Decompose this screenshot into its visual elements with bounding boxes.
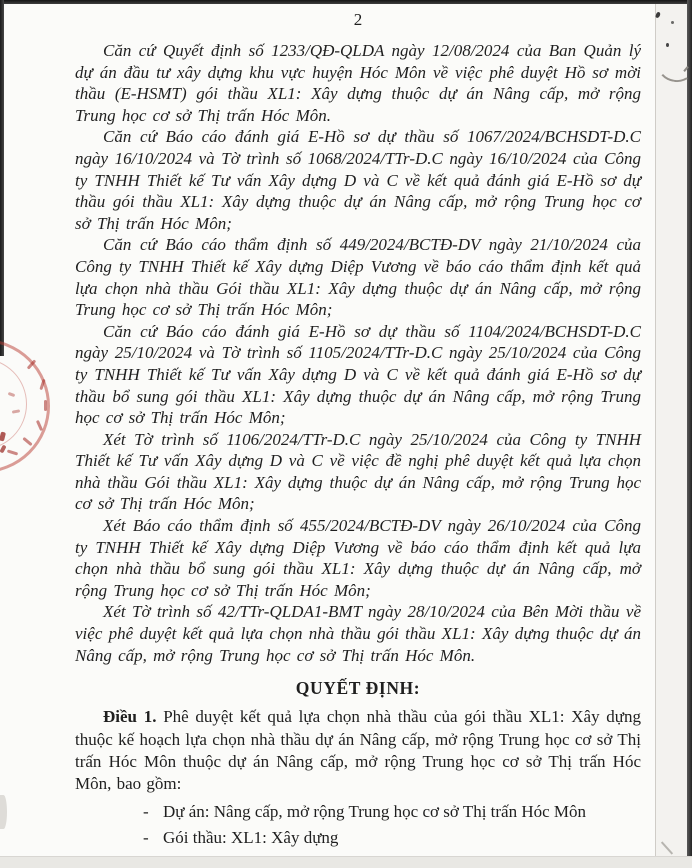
article-1-label: Điều 1. [103,707,157,727]
scan-border-right [687,0,692,867]
recital-paragraph-3: Căn cứ Báo cáo thẩm định số 449/2024/BCTĐ-DV ngày 21/10/2024 của Công ty TNHH Thiết kế Xây dựng Diệp Vương về báo cáo thẩm định kết quả lựa chọn nhà thầu Gói thầu XL1: Xây dựng thuộc dự án Nâng cấp, mở rộng Trung học cơ sở Thị trấn Hóc Môn; [75,235,641,320]
list-item-marker: - [143,827,149,847]
scan-smudge [0,795,7,829]
article-1-text: Phê duyệt kết quả lựa chọn nhà thầu của gói thầu XL1: Xây dựng thuộc kế hoạch lựa chọn nhà thầu dự án Nâng cấp, mở rộng Trung học cơ sở Thị trấn Hóc Môn thuộc dự án Nâng cấp, mở rộng Trung học cơ sở Thị trấn Hóc Môn, bao gồm: [75,707,642,794]
list-item-marker: - [143,802,149,822]
document-page [75,10,641,850]
decision-heading: QUYẾT ĐỊNH: [295,678,421,699]
recital-paragraph-5: Xét Tờ trình số 1106/2024/TTr-D.C ngày 25/10/2024 của Công ty TNHH Thiết kế Tư vấn Xây dựng D và C về việc đề nghị phê duyệt kết quả lựa chọn nhà thầu Gói thầu XL1: Xây dựng thuộc dự án Nâng cấp, mở rộng Trung học cơ sở Thị trấn Hóc Môn; [75,429,641,514]
page-number: 2 [353,10,363,29]
recital-paragraph-4: Căn cứ Báo cáo đánh giá E-Hồ sơ dự thầu số 1104/2024/BCHSDT-D.C ngày 25/10/2024 và Tờ trình số 1105/2024/TTr-D.C ngày 25/10/2024 của Công ty TNHH Thiết kế Tư vấn Xây dựng D và C về kết quả đánh giá E-Hồ sơ dự thầu bổ sung gói thầu XL1: Xây dựng thuộc dự án Nâng cấp, mở rộng Trung học cơ sở Thị trấn Hóc Môn; [75,321,641,428]
scanner-background-band [656,4,687,867]
scan-border-bottom [0,856,692,868]
scan-border-top [0,0,692,4]
seal-text-fragment [44,400,47,411]
scan-border-left [0,0,4,356]
article-1-paragraph [75,706,641,795]
recital-paragraph-2: Căn cứ Báo cáo đánh giá E-Hồ sơ dự thầu số 1067/2024/BCHSDT-D.C ngày 16/10/2024 và Tờ trình số 1068/2024/TTr-D.C ngày 16/10/2024 của Công ty TNHH Thiết kế Tư vấn Xây dựng D và C về kết quả đánh giá E-Hồ sơ dự thầu gói thầu XL1: Xây dựng thuộc dự án Nâng cấp, mở rộng Trung học cơ sở Thị trấn Hóc Môn; [75,127,641,233]
list-item-text: Dự án: Nâng cấp, mở rộng Trung học cơ sở Thị trấn Hóc Môn [163,802,587,822]
project-list [75,799,641,850]
recital-paragraph-1: Căn cứ Quyết định số 1233/QĐ-QLDA ngày 12/08/2024 của Ban Quản lý dự án đầu tư xây dựng khu vực huyện Hóc Môn về việc phê duyệt Hồ sơ mời thầu (E-HSMT) gói thầu XL1: Xây dựng thuộc dự án Nâng cấp, mở rộng Trung học cơ sở Thị trấn Hóc Môn. [75,41,641,125]
page-edge-line [655,4,656,867]
recital-paragraph-6: Xét Báo cáo thẩm định số 455/2024/BCTĐ-DV ngày 26/10/2024 của Công ty TNHH Thiết kế Xây dựng Diệp Vương về báo cáo thẩm định kết quả lựa chọn nhà thầu bổ sung gói thầu XL1: Xây dựng thuộc dự án Nâng cấp, mở rộng Trung học cơ sở Thị trấn Hóc Môn; [75,516,641,600]
scan-speck [666,43,669,47]
list-item-text: Gói thầu: XL1: Xây dựng [163,827,339,847]
recital-paragraph-7: Xét Tờ trình số 42/TTr-QLDA1-BMT ngày 28/10/2024 của Bên Mời thầu về việc phê duyệt kết quả lựa chọn nhà thầu gói thầu XL1: Xây dựng thuộc dự án Nâng cấp, mở rộng Trung học cơ sở Thị trấn Hóc Môn. [75,602,641,665]
list-item-package [75,825,641,851]
list-item-project [75,799,641,825]
scan-speck [671,21,674,24]
